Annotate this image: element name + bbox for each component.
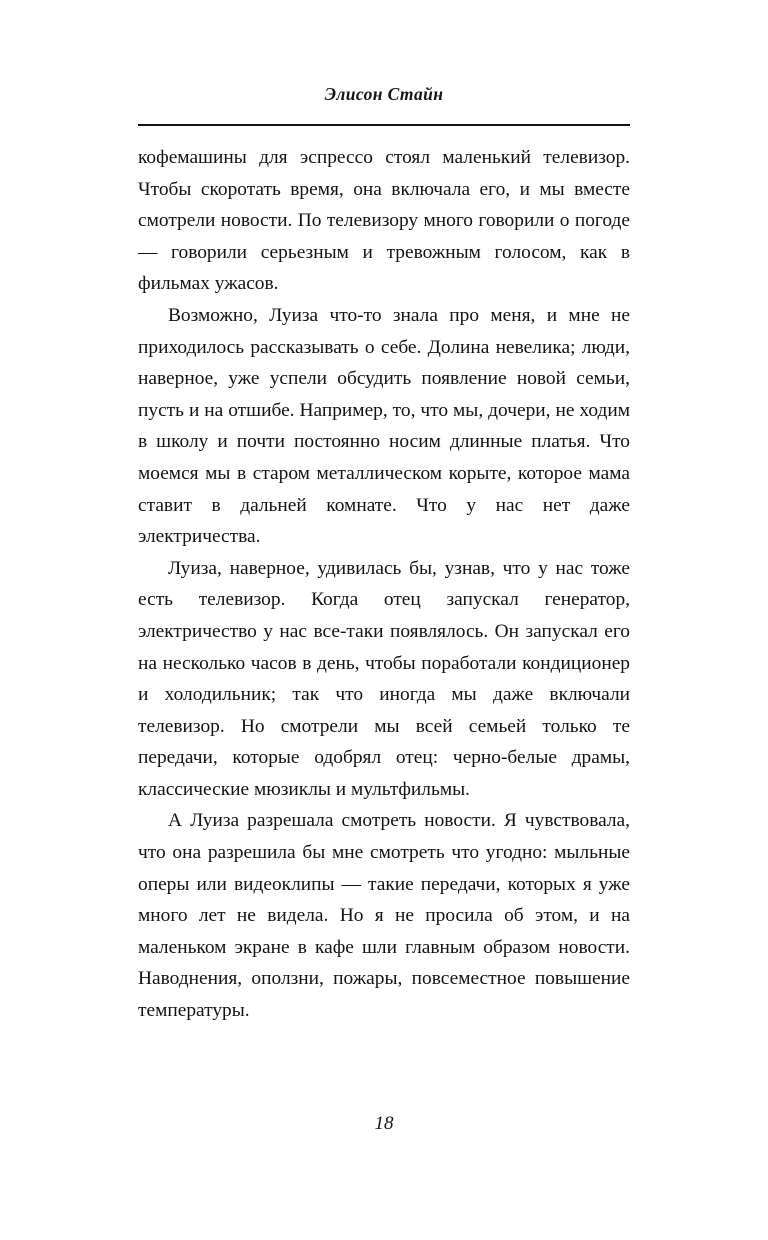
paragraph: кофемашины для эспрессо стоял маленький телевизор. Чтобы скоротать время, она включала его, и мы вместе смотрели новости. По телевизору много говорили о погоде — говорили серьезным и тревожным голосом, как в фильмах ужасов.	[138, 147, 630, 295]
running-head-author: Элисон Стайн	[324, 84, 444, 104]
paragraph: Возможно, Луиза что-то знала про меня, и мне не приходилось рассказывать о себе. Долина невелика; люди, наверное, уже успели обсудить появление новой семьи, пусть и на отшибе. Например, то, что мы, дочери, не ходим в школу и почти постоянно носим длинные платья. Что моемся мы в старом металлическом корыте, которое мама ставит в дальней комнате. Что у нас нет даже электричества.	[138, 304, 630, 548]
page-number: 18	[374, 1113, 394, 1134]
paragraph: Луиза, наверное, удивилась бы, узнав, что у нас тоже есть телевизор. Когда отец запускал генератор, электричество у нас все-таки появлялось. Он запускал его на несколько часов в день, чтобы поработали кондиционер и холодильник; так что иногда мы даже включали телевизор. Но смотрели мы всей семьей только те передачи, которые одобрял отец: черно-белые драмы, классические мюзиклы и мультфильмы.	[138, 557, 630, 800]
paragraph: А Луиза разрешала смотреть новости. Я чувствовала, что она разрешила бы мне смотреть что угодно: мыльные оперы или видеоклипы — такие передачи, которых я уже много лет не видела. Но я не просила об этом, и на маленьком экране в кафе шли главным образом новости. Наводнения, оползни, пожары, повсеместное повышение температуры.	[138, 810, 630, 1022]
header-divider	[138, 124, 630, 126]
page-body-text	[138, 142, 630, 1027]
